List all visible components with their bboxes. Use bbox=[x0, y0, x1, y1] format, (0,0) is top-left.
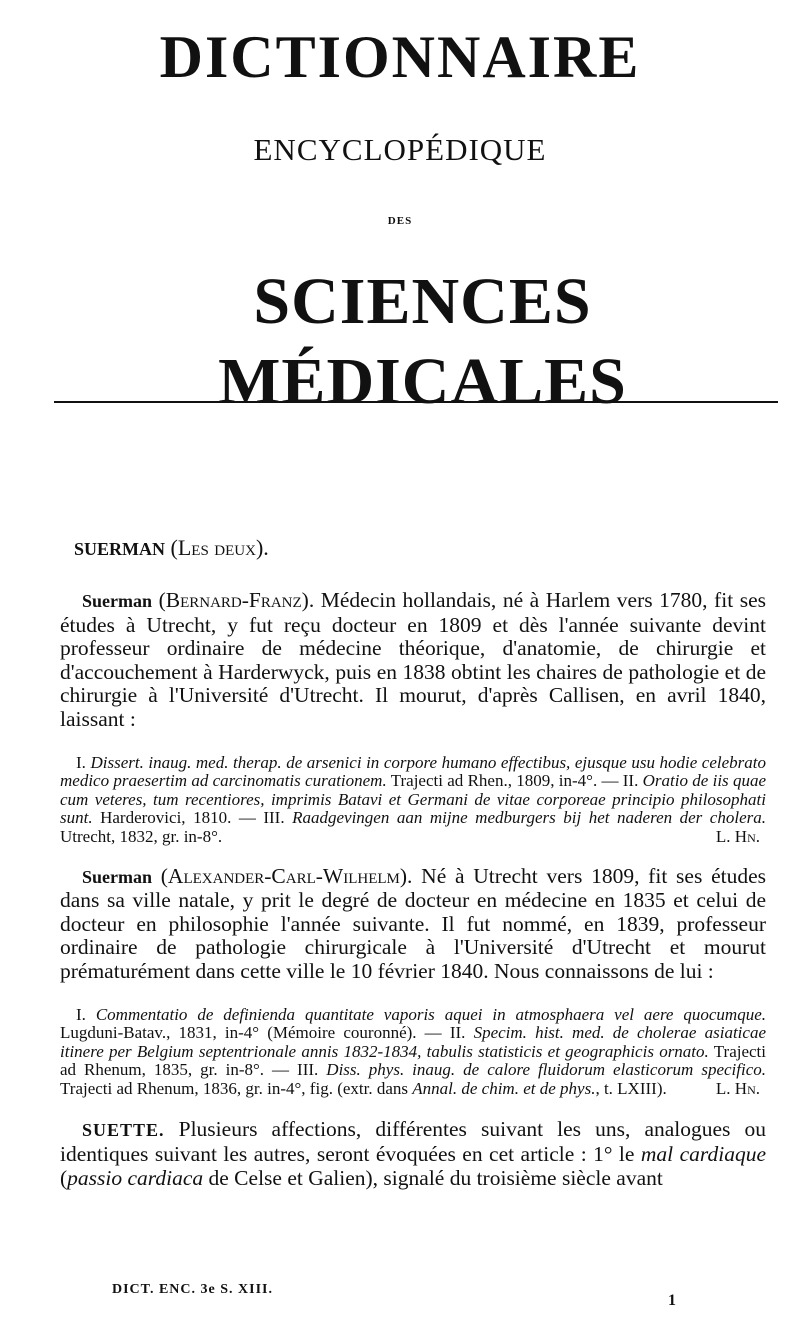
ref-publication: , t. LXIII). bbox=[595, 1078, 667, 1098]
entry-qualifier: (Alexander-Carl-Wilhelm). bbox=[160, 863, 413, 888]
ref-publication: Trajecti ad Rhenum, 1836, gr. in-4°, fig. (extr. dans bbox=[60, 1078, 413, 1098]
article-body bbox=[60, 532, 766, 1190]
author-signature: L. Hn. bbox=[715, 1078, 760, 1098]
ref-title: Dissert. inaug. med. therap. de arsenici in corpore humano effectibus, ejusque usu hodie celebrato medico praesertim ad carcinomatis curationem. bbox=[60, 752, 766, 791]
entry-name: Suerman bbox=[82, 866, 153, 887]
ref-number: I. bbox=[76, 1004, 96, 1024]
entry-italic: mal cardiaque bbox=[640, 1142, 766, 1167]
author-signature: L. Hn. bbox=[715, 826, 760, 846]
ref-publication: Trajecti ad Rhen., 1809, in-4°. — II. bbox=[386, 771, 643, 791]
heading-detail: (Les deux). bbox=[170, 535, 269, 560]
entry-text: Plusieurs affections, différentes suivant les uns, analogues ou identiques suivant les autres, seront évoquées en cet article : 1° le bbox=[60, 1117, 766, 1167]
ref-title: Specim. hist. med. de cholerae asiaticae itinere per Belgium septentrionale annis 1832-1834, tabulis statisticis et geographicis ornato. bbox=[60, 1023, 766, 1061]
volume-signature: DICT. ENC. 3e S. XIII. bbox=[112, 1282, 273, 1297]
entry-heading bbox=[60, 532, 766, 565]
ref-publication: Utrecht, 1832, gr. in-8°. bbox=[60, 826, 223, 846]
entry-suerman-alexander bbox=[60, 865, 766, 984]
ref-publication: Trajecti ad Rhenum, 1835, gr. in-8°. — III. bbox=[60, 1041, 767, 1080]
ref-title: Diss. phys. inaug. de calore fluidorum elasticorum specifico. bbox=[326, 1060, 767, 1080]
entry-text: de Celse et Galien), signalé du troisième siècle avant bbox=[203, 1165, 663, 1190]
bibliography-alexander bbox=[60, 1006, 766, 1099]
entry-suette bbox=[60, 1118, 766, 1190]
entry-name: SUETTE. bbox=[82, 1120, 165, 1141]
entry-text: Médecin hollandais, né à Harlem vers 1780, fit ses études à Utrecht, y fut reçu docteur en 1809 et dès l'année suivante devint professeur ordinaire de médecine théorique, d'anatomie, de chirurgie et d'accouchement à Harderwyck, puis en 1838 obtint les chaires de pathologie et de chirurgie à l'Université d'Utrecht. Il mourut, d'après Callisen, en avril 1840, laissant : bbox=[60, 588, 766, 731]
entry-suerman-bernard bbox=[60, 589, 766, 732]
sciences-medicales-title: SCIENCES MÉDICALES bbox=[218, 265, 627, 418]
ref-title: Oratio de iis quae cum veteres, tum recentiores, imprimis Batavi et Germani de vitae corporeae principio philosophati sunt. bbox=[60, 771, 766, 828]
title-connector: DES bbox=[387, 215, 413, 227]
entry-qualifier: (Bernard-Franz). bbox=[158, 588, 315, 612]
dictionary-title: DICTIONNAIRE bbox=[159, 24, 641, 90]
ref-publication: Harderovici, 1810. — III. bbox=[92, 808, 293, 828]
signature-number: 1 bbox=[668, 1292, 676, 1309]
heading-name: SUERMAN bbox=[74, 539, 166, 559]
dictionary-subtitle: ENCYCLOPÉDIQUE bbox=[253, 132, 547, 167]
entry-name: Suerman bbox=[82, 591, 153, 611]
entry-text: Né à Utrecht vers 1809, fit ses études dans sa ville natale, y prit le degré de docteur en médecine en 1835 et celui de docteur en philosophie l'année suivante. Il fut nommé, en 1839, professeur ordinaire de pathologie chirurgicale à l'Université d'Utrecht et mourut prématurément dans cette ville le 10 février 1840. Nous connaissons de lui : bbox=[60, 863, 766, 983]
title-divider bbox=[54, 401, 778, 403]
ref-journal: Annal. de chim. et de phys. bbox=[412, 1078, 596, 1098]
bibliography-bernard bbox=[60, 754, 766, 847]
ref-publication: Lugduni-Batav., 1831, in-4° (Mémoire couronné). — II. bbox=[60, 1023, 474, 1043]
entry-text: ( bbox=[60, 1165, 68, 1190]
ref-title: Commentatio de definienda quantitate vaporis aquei in atmosphaera vel aere quocumque. bbox=[95, 1004, 766, 1024]
ref-number: I. bbox=[76, 752, 91, 772]
ref-title: Raadgevingen aan mijne medburgers bij het naderen der cholera. bbox=[292, 808, 766, 828]
entry-italic: passio cardiaca bbox=[67, 1165, 204, 1190]
